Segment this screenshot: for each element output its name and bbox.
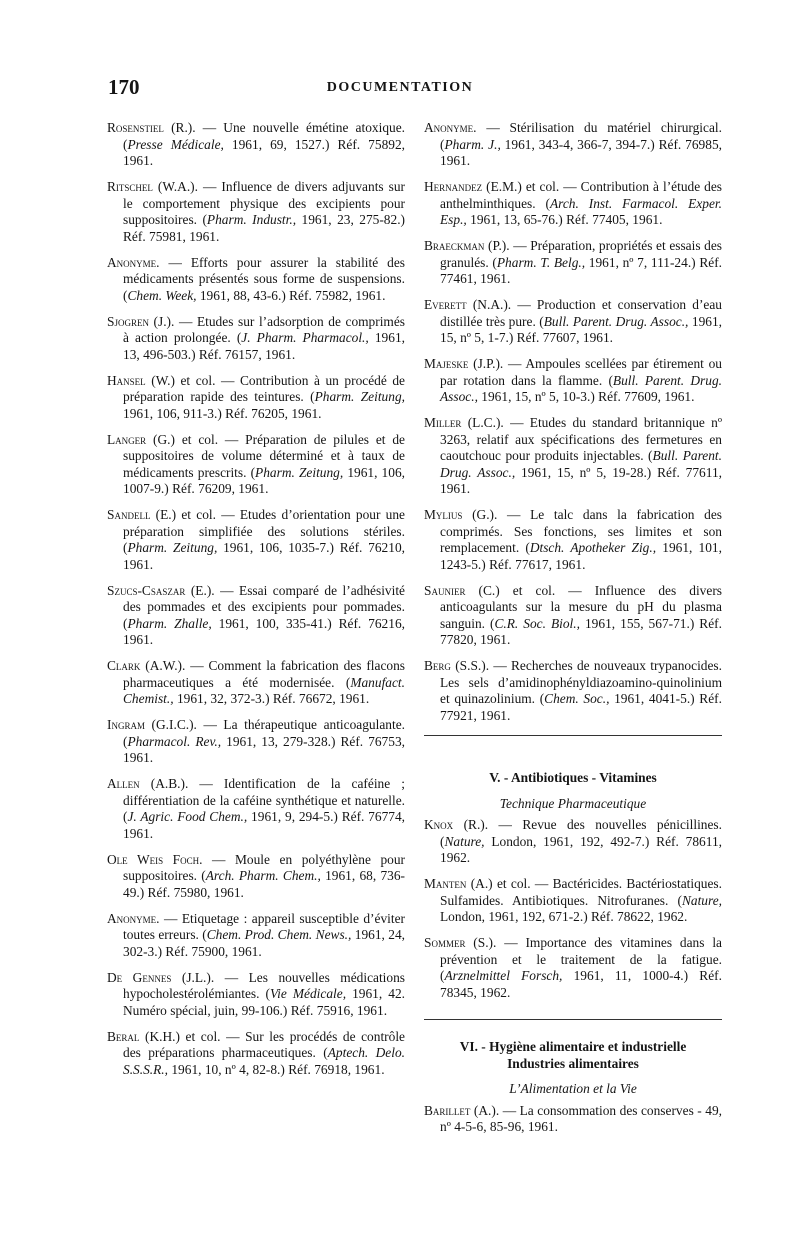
entry-author: Langer (G.) [107,431,175,447]
entry-text: 1961, 100, 335-41.) Réf. 76216, 1961. [123,615,405,647]
entry-author: Clark (A.W.). [107,658,186,673]
entry-text: London, 1961, 192, 492-7.) Réf. 78611, 1962. [440,833,722,865]
bibliography-entry [107,120,405,170]
entry-text: 1961, 106, 911-3.) Réf. 76205, 1961. [123,405,322,421]
entry-journal: Pharm. J., [444,136,501,152]
bibliography-entry [424,356,722,406]
entry-text: 1961, 68, 736-49.) Réf. 75980, 1961. [123,868,405,900]
bibliography-entry [424,238,722,288]
entry-author: Allen (A.B.). [107,776,189,791]
entry-text: et col. — Sur les procédés de contrôle des préparations pharmaceutiques. ( [123,1028,405,1060]
entry-text: — Identification de la caféine ; différentiation de la caféine synthétique et naturelle. ( [123,776,405,824]
entry-author: Ole Weis Foch. [107,851,203,867]
entry-author: Sandell (E.) [107,507,177,522]
entry-text: London, 1961, 192, 671-2.) Réf. 78622, 1962. [440,909,688,924]
entry-author: Berg (S.S.). [424,658,490,673]
bibliography-entry [107,373,405,423]
bibliography-entry [424,120,722,170]
entry-author: Beral (K.H.) [107,1028,180,1044]
bibliography-entry [424,297,722,347]
right-column [424,120,722,734]
bibliography-entry [424,658,722,724]
section-v-entries [424,817,722,1001]
bibliography-entry [107,852,405,902]
entry-text: 1961, 10, nº 4, 82-8.) Réf. 76918, 1961. [168,1061,385,1077]
entry-author: Hernandez (E.M.) [424,179,522,194]
entry-journal: Bull. Parent. Drug. Assoc., [440,372,722,404]
entry-text: 1961, 88, 43-6.) Réf. 75982, 1961. [196,287,386,303]
section-divider-v [424,735,722,736]
entry-text: — Ampoules scellées par étirement ou par rotation dans la flamme. ( [440,356,722,388]
bibliography-entry [424,876,722,926]
entry-author: Barillet (A.). [424,1102,500,1118]
entry-author: Anonyme. [107,910,160,926]
entry-author: De Gennes (J.L.). [107,969,215,985]
entry-text: et col. — Influence des divers anticoagulants sur la mesure du pH du plasma sanguin. ( [440,582,722,631]
entry-journal: J. Agric. Food Chem., [127,809,248,824]
entry-journal: Chem. Soc., [544,691,610,706]
entry-text: 1961, 15, nº 5, 1-7.) Réf. 77607, 1961. [440,313,722,345]
entry-author: Hansel (W.) [107,372,175,388]
entry-text: 1961, 343-4, 366-7, 394-7.) Réf. 76985, 1961. [440,136,722,168]
entry-text: 1961, 13, 279-328.) Réf. 76753, 1961. [123,733,405,765]
entry-journal: Arch. Pharm. Chem., [205,868,321,883]
entry-journal: Bull. Parent. Drug. Assoc., [440,448,722,480]
entry-text: et col. — Bactéricides. Bactériostatiques. Sulfamides. Antibiotiques. Nitrofuranes. ( [440,876,722,908]
section-divider-vi [424,1019,722,1020]
entry-text: — Comment la fabrication des flacons pharmaceutiques a été modernisée. ( [123,658,405,690]
entry-author: Anonyme. [424,120,477,135]
bibliography-entry [107,314,405,364]
entry-text: 1961, 15, nº 5, 10-3.) Réf. 77609, 1961. [477,389,695,404]
bibliography-entry [424,583,722,649]
entry-text: 1961, 106, 1007-9.) Réf. 76209, 1961. [123,464,405,496]
entry-author: Majeske (J.P.). [424,356,504,371]
bibliography-entry [107,179,405,245]
entry-text: 1961, 42. Numéro spécial, juin, 99-106.) Réf. 75916, 1961. [123,986,405,1018]
entry-journal: Chem. Prod. Chem. News., [206,927,352,942]
bibliography-entry [107,1029,405,1079]
entry-text: 1961, 24, 302-3.) Réf. 75900, 1961. [123,927,405,959]
entry-author: Knox (R.). [424,817,489,832]
section-v-subheading: Technique Pharmaceutique [499,795,647,811]
entry-author: Braeckman (P.). [424,238,510,253]
entry-text: — Etiquetage : appareil susceptible d’éviter toutes erreurs. ( [123,910,405,942]
entry-journal: Pharm. Zeitung, [255,464,344,480]
entry-journal: Pharm. Industr., [206,212,297,227]
bibliography-entry [107,583,405,649]
entry-author: Rosenstiel (R.). [107,120,196,135]
entry-author: Sjogren (J.). [107,313,175,329]
entry-text: et col. — Préparation de pilules et de suppositoires de volume déterminé et à taux de médicaments prescrits. ( [123,431,405,480]
entry-journal: Pharm. Zeitung, [314,389,405,404]
entry-journal: Bull. Parent. Drug. Assoc., [543,313,689,329]
bibliography-entry [107,970,405,1020]
entry-text: — Le talc dans la fabrication des comprimés. Ses fonctions, ses limites et son remplacement. ( [440,507,722,555]
entry-text: 1961, 4041-5.) Réf. 77921, 1961. [440,691,722,723]
entry-journal: C.R. Soc. Biol., [494,615,580,631]
entry-text: — Efforts pour assurer la stabilité des médicaments présentés sous forme de suspensions. ( [123,254,405,303]
running-head: DOCUMENTATION [326,80,474,95]
entry-author: Ingram (G.I.C.). [107,717,197,732]
entry-journal: Pharm. T. Belg., [496,254,586,270]
entry-text: 1961, 15, nº 5, 19-28.) Réf. 77611, 1961. [440,464,722,496]
entry-text: — Les nouvelles médications hypocholestérolémiantes. ( [123,969,406,1001]
entry-journal: Presse Médicale, [127,136,224,152]
bibliography-entry [107,776,405,842]
entry-text: 1961, 101, 1243-5.) Réf. 77617, 1961. [440,540,722,572]
entry-text: — Influence de divers adjuvants sur le comportement physique des excipients pour suppositoires. ( [123,179,405,227]
bibliography-entry [107,255,405,305]
entry-text: et col. — Contribution à un procédé de préparation rapide des teintures. ( [123,372,405,404]
entry-author: Miller (L.C.). [424,415,504,430]
entry-text: et col. — Etudes d’orientation pour une préparation simplifiée des solutions stériles. ( [123,507,406,555]
entry-journal: Nature, [444,833,485,849]
entry-journal: Pharm. Zeitung, [127,540,218,555]
section-vi [424,1039,722,1145]
bibliography-entry [424,507,722,573]
page-number: 170 [108,75,140,99]
entry-journal: Chem. Week, [127,287,197,303]
bibliography-entry [424,1103,722,1136]
bibliography-entry [107,717,405,767]
entry-text: 1961, 13, 496-503.) Réf. 76157, 1961. [123,330,405,362]
entry-journal: Nature, [681,892,722,908]
entry-journal: Pharm. Zhalle, [127,615,212,631]
entry-author: Szucs-Csaszar (E.). [107,582,215,598]
entry-text: — Etudes du standard britannique nº 3263, relatif aux spécifications des fermetures en caoutchouc pour produits injectables. ( [440,415,722,463]
entry-journal: Aptech. Delo. S.S.S.R., [123,1045,406,1077]
entry-text: — Stérilisation du matériel chirurgical. ( [440,120,722,152]
entry-journal: Manufact. Chemist., [123,674,405,706]
entry-text: — La consommation des conserves - 49, nº 4-5-6, 85-96, 1961. [440,1102,722,1134]
entry-journal: Pharmacol. Rev., [127,733,222,749]
entry-author: Mylius (G.). [424,507,498,522]
entry-text: 1961, 155, 567-71.) Réf. 77820, 1961. [440,615,722,647]
bibliography-entry [424,415,722,498]
entry-text: — Etudes sur l’adsorption de comprimés à action prolongée. ( [123,313,405,345]
entry-text: 1961, 13, 65-76.) Réf. 77405, 1961. [466,212,663,227]
entry-journal: Dtsch. Apotheker Zig., [529,540,657,555]
left-column [107,120,405,1088]
entry-text: 1961, 9, 294-5.) Réf. 76774, 1961. [123,809,406,841]
section-v-heading: V. - Antibiotiques - Vitamines [489,770,657,785]
entry-text: 1961, 69, 1527.) Réf. 75892, 1961. [123,136,405,168]
bibliography-entry [107,658,405,708]
entry-text: — Production et conservation d’eau distillée très pure. ( [440,297,722,329]
bibliography-entry [107,911,405,961]
entry-journal: Arch. Inst. Farmacol. Exper. Esp., [440,195,722,227]
entry-text: 1961, 32, 372-3.) Réf. 76672, 1961. [173,691,370,706]
entry-journal: Arznelmittel Forsch, [444,968,563,983]
section-vi-heading-line1: VI. - Hygiène alimentaire et industrielle [459,1039,687,1054]
entry-author: Sommer (S.). [424,935,497,950]
entry-text: et col. — Contribution à l’étude des anthelminthiques. ( [440,179,722,211]
entry-author: Manten (A.) [424,876,493,891]
entry-text: — Moule en polyéthylène pour suppositoires. ( [123,851,405,883]
bibliography-entry [424,179,722,229]
entry-text: — La thérapeutique anticoagulante. ( [123,717,405,749]
entry-text: — Recherches de nouveaux trypanocides. Les sels d’amidinophényldiazoamino-quinolinium et quinazolinium. ( [440,658,722,706]
entry-text: 1961, 11, 1000-4.) Réf. 78345, 1962. [440,968,722,1000]
section-v [424,770,722,1011]
bibliography-entry [107,432,405,498]
entry-text: — Revue des nouvelles pénicillines. ( [440,817,722,849]
entry-text: — Essai comparé de l’adhésivité des pommades et des excipients pour pommades. ( [123,582,405,631]
entry-author: Saunier (C.) [424,582,500,598]
bibliography-entry [424,935,722,1001]
entry-text: — Importance des vitamines dans la prévention et le traitement de la fatigue. ( [440,935,722,983]
entry-text: 1961, nº 7, 111-24.) Réf. 77461, 1961. [440,254,722,286]
entry-journal: Vie Médicale, [269,986,347,1001]
section-vi-entries [424,1103,722,1136]
entry-text: — Préparation, propriétés et essais des granulés. ( [440,238,723,270]
right-entries [424,120,722,724]
entry-text: 1961, 106, 1035-7.) Réf. 76210, 1961. [123,540,405,572]
entry-journal: J. Pharm. Pharmacol., [241,330,369,345]
section-vi-subheading: L’Alimentation et la Vie [509,1081,637,1096]
section-vi-heading-line2: Industries alimentaires [507,1055,639,1071]
entry-text: — Une nouvelle émétine atoxique. ( [123,120,405,152]
bibliography-entry [424,817,722,867]
entry-author: Ritschel (W.A.). [107,179,198,194]
entry-text: 1961, 23, 275-82.) Réf. 75981, 1961. [123,212,405,244]
entry-author: Everett (N.A.). [424,297,512,312]
bibliography-entry [107,507,405,573]
entry-author: Anonyme. [107,254,160,270]
